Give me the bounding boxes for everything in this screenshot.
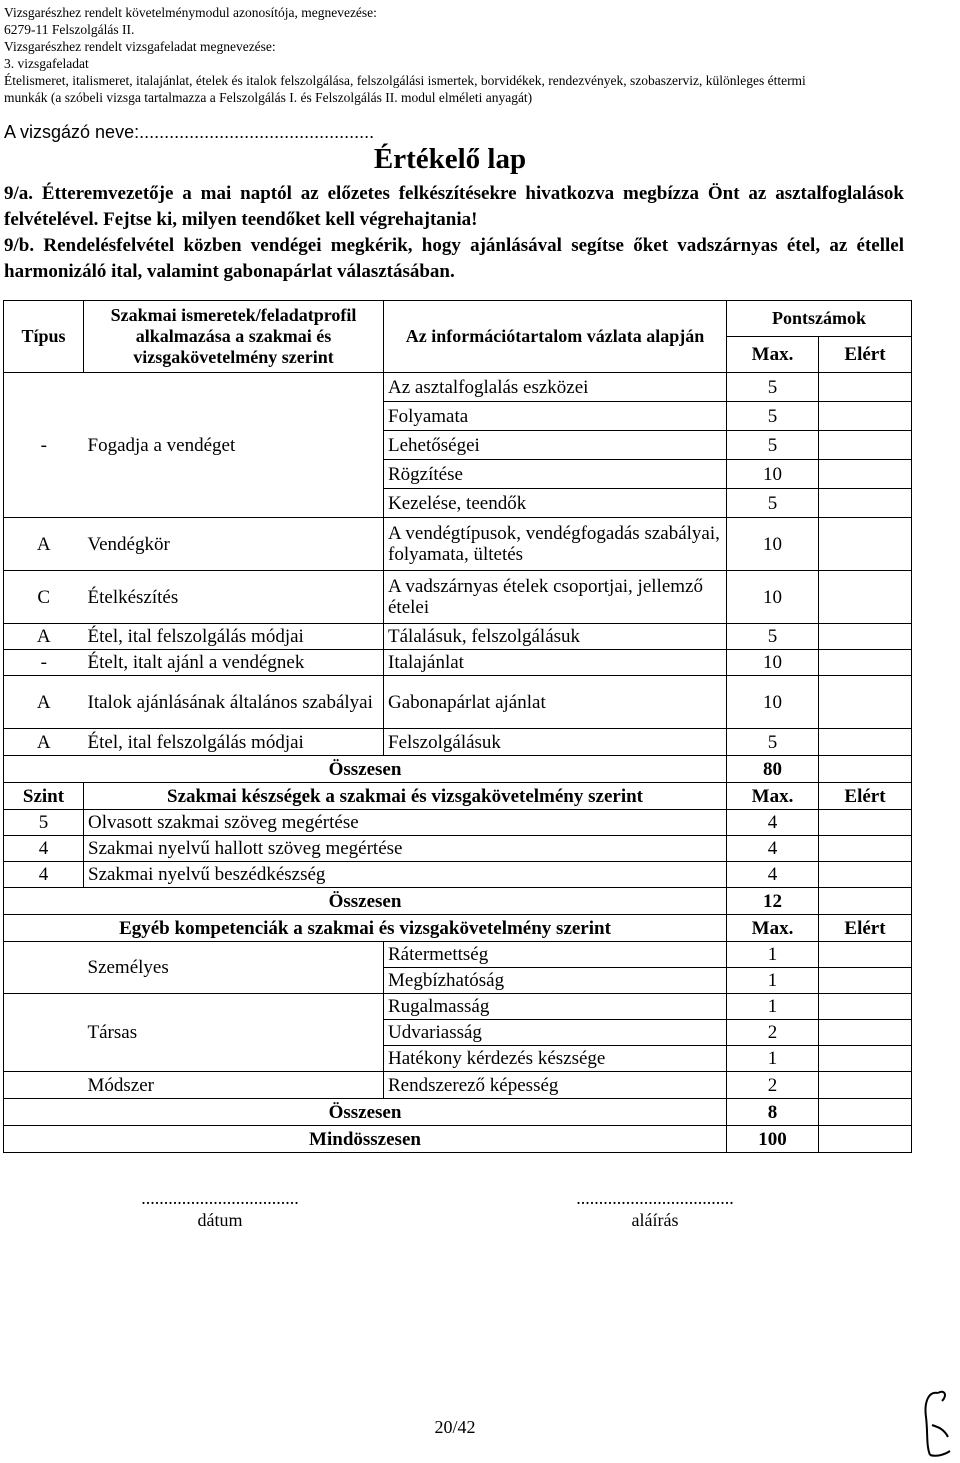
- competency-max: 1: [727, 1046, 819, 1072]
- max-cell: 5: [727, 624, 819, 650]
- subtotal-max: 80: [727, 756, 819, 783]
- info-cell: Gabonapárlat ajánlat: [384, 676, 727, 729]
- task-label: Vizsgarészhez rendelt vizsgafeladat megnevezése:: [4, 39, 276, 54]
- type-cell: A: [4, 729, 84, 756]
- task-number: 3. vizsgafeladat: [4, 56, 89, 71]
- subtotal-label: Összesen: [4, 888, 727, 915]
- type-cell: A: [4, 676, 84, 729]
- competency-achieved[interactable]: [819, 942, 912, 968]
- competency-item: Rátermettség: [384, 942, 727, 968]
- max-cell: 10: [727, 571, 819, 624]
- profile-cell: Étel, ital felszolgálás módjai: [84, 729, 384, 756]
- signature-line[interactable]: ...................................: [576, 1188, 734, 1208]
- candidate-name-field: A vizsgázó neve:...............................................: [4, 122, 375, 142]
- type-cell: -: [4, 650, 84, 676]
- max-cell: 5: [727, 431, 819, 460]
- competency-max: 1: [727, 994, 819, 1020]
- col-header-profile: Szakmai ismeretek/feladatprofil alkalmazása a szakmai és vizsgakövetelmény szerint: [84, 301, 384, 373]
- profile-cell: Fogadja a vendéget: [84, 373, 384, 518]
- info-cell: Kezelése, teendők: [384, 489, 727, 518]
- signature-label: aláírás: [631, 1210, 679, 1230]
- task-description-line1: Ételismeret, italismeret, italajánlat, ételek és italok felszolgálása, felszolgálási ismertek, borvidékek, rendezvények, szobaszerviz, különleges éttermi: [4, 73, 806, 88]
- max-cell: 10: [727, 650, 819, 676]
- competency-type-cell: [4, 942, 84, 994]
- info-cell: Az asztalfoglalás eszközei: [384, 373, 727, 402]
- competency-max: 1: [727, 942, 819, 968]
- competencies-header: Egyéb kompetenciák a szakmai és vizsgakövetelmény szerint: [4, 915, 727, 942]
- subtotal-label: Összesen: [4, 1099, 727, 1126]
- skill-max: 4: [727, 836, 819, 862]
- type-cell: A: [4, 518, 84, 571]
- col-header-max: Max.: [727, 337, 819, 373]
- skill-level: 4: [4, 862, 84, 888]
- info-cell: Italajánlat: [384, 650, 727, 676]
- subtotal-max: 12: [727, 888, 819, 915]
- skills-header: Szakmai készségek a szakmai és vizsgakövetelmény szerint: [84, 783, 727, 810]
- competencies-achieved-header: Elért: [819, 915, 912, 942]
- skill-level: 4: [4, 836, 84, 862]
- max-cell: 10: [727, 518, 819, 571]
- achieved-cell[interactable]: [819, 729, 912, 756]
- col-header-type: Típus: [4, 301, 84, 373]
- competency-max: 2: [727, 1020, 819, 1046]
- competency-achieved[interactable]: [819, 994, 912, 1020]
- competencies-max-header: Max.: [727, 915, 819, 942]
- module-code: 6279-11 Felszolgálás II.: [4, 22, 135, 37]
- competency-type-cell: [4, 994, 84, 1072]
- skill-achieved[interactable]: [819, 862, 912, 888]
- competency-group-social: Társas: [84, 994, 384, 1072]
- skills-level-header: Szint: [4, 783, 84, 810]
- skill-max: 4: [727, 810, 819, 836]
- max-cell: 5: [727, 402, 819, 431]
- max-cell: 5: [727, 729, 819, 756]
- skill-max: 4: [727, 862, 819, 888]
- subtotal-label: Összesen: [4, 756, 727, 783]
- competency-group-method: Módszer: [84, 1072, 384, 1099]
- competency-achieved[interactable]: [819, 1020, 912, 1046]
- page-title: Értékelő lap: [373, 143, 527, 175]
- competency-achieved[interactable]: [819, 1046, 912, 1072]
- competency-max: 2: [727, 1072, 819, 1099]
- skill-label: Szakmai nyelvű hallott szöveg megértése: [84, 836, 727, 862]
- competency-group-personal: Személyes: [84, 942, 384, 994]
- info-cell: Felszolgálásuk: [384, 729, 727, 756]
- info-cell: Folyamata: [384, 402, 727, 431]
- competency-item: Megbízhatóság: [384, 968, 727, 994]
- achieved-cell[interactable]: [819, 650, 912, 676]
- max-cell: 5: [727, 373, 819, 402]
- profile-cell: Italok ajánlásának általános szabályai: [84, 676, 384, 729]
- competency-max: 1: [727, 968, 819, 994]
- max-cell: 10: [727, 460, 819, 489]
- profile-cell: Ételkészítés: [84, 571, 384, 624]
- achieved-cell[interactable]: [819, 676, 912, 729]
- info-cell: Tálalásuk, felszolgálásuk: [384, 624, 727, 650]
- task-description-line2: munkák (a szóbeli vizsga tartalmazza a Felszolgálás I. és Felszolgálás II. modul elméleti anyagát): [4, 90, 533, 105]
- task-9a: 9/a. Étteremvezetője a mai naptól az előzetes felkészítésekre hivatkozva megbízza Önt az asztalfoglalások felvételével. Fejtse ki, milyen teendőket kell végrehajtania!: [4, 183, 904, 230]
- skills-achieved-header: Elért: [819, 783, 912, 810]
- date-label: dátum: [197, 1210, 243, 1230]
- competency-type-cell: [4, 1072, 84, 1099]
- skill-level: 5: [4, 810, 84, 836]
- competency-item: Rendszerező képesség: [384, 1072, 727, 1099]
- col-header-info: Az információtartalom vázlata alapján: [384, 301, 727, 373]
- grand-total-label: Mindösszesen: [4, 1126, 727, 1153]
- profile-cell: Étel, ital felszolgálás módjai: [84, 624, 384, 650]
- page-number: 20/42: [434, 1417, 476, 1437]
- max-cell: 10: [727, 676, 819, 729]
- col-header-achieved: Elért: [819, 337, 912, 373]
- grand-total-achieved[interactable]: [819, 1126, 912, 1153]
- type-cell: A: [4, 624, 84, 650]
- subtotal-achieved[interactable]: [819, 756, 912, 783]
- achieved-cell[interactable]: [819, 402, 912, 431]
- evaluation-table: [3, 300, 912, 1153]
- achieved-cell[interactable]: [819, 460, 912, 489]
- competency-item: Udvariasság: [384, 1020, 727, 1046]
- profile-cell: Vendégkör: [84, 518, 384, 571]
- achieved-cell[interactable]: [819, 624, 912, 650]
- skill-label: Olvasott szakmai szöveg megértése: [84, 810, 727, 836]
- competency-achieved[interactable]: [819, 968, 912, 994]
- competency-item: Hatékony kérdezés készsége: [384, 1046, 727, 1072]
- max-cell: 5: [727, 489, 819, 518]
- competency-achieved[interactable]: [819, 1072, 912, 1099]
- skills-max-header: Max.: [727, 783, 819, 810]
- date-line[interactable]: ...................................: [141, 1188, 299, 1208]
- skill-label: Szakmai nyelvű beszédkészség: [84, 862, 727, 888]
- col-header-points: Pontszámok: [727, 301, 912, 337]
- subtotal-max: 8: [727, 1099, 819, 1126]
- subtotal-achieved[interactable]: [819, 888, 912, 915]
- info-cell: A vadszárnyas ételek csoportjai, jellemző ételei: [384, 571, 727, 624]
- info-cell: Rögzítése: [384, 460, 727, 489]
- subtotal-achieved[interactable]: [819, 1099, 912, 1126]
- achieved-cell[interactable]: [819, 571, 912, 624]
- handwritten-mark-icon: [918, 1385, 956, 1460]
- profile-cell: Ételt, italt ajánl a vendégnek: [84, 650, 384, 676]
- achieved-cell[interactable]: [819, 489, 912, 518]
- info-cell: A vendégtípusok, vendégfogadás szabályai, folyamata, ültetés: [384, 518, 727, 571]
- skill-achieved[interactable]: [819, 810, 912, 836]
- skill-achieved[interactable]: [819, 836, 912, 862]
- achieved-cell[interactable]: [819, 518, 912, 571]
- achieved-cell[interactable]: [819, 431, 912, 460]
- competency-item: Rugalmasság: [384, 994, 727, 1020]
- task-9b: 9/b. Rendelésfelvétel közben vendégei megkérik, hogy ajánlásával segítse őket vadszárnyas étel, az étellel harmonizáló ital, valamint gabonapárlat választásában.: [4, 235, 904, 282]
- type-cell: C: [4, 571, 84, 624]
- grand-total-max: 100: [727, 1126, 819, 1153]
- info-cell: Lehetőségei: [384, 431, 727, 460]
- type-cell: -: [4, 373, 84, 518]
- module-label: Vizsgarészhez rendelt követelménymodul azonosítója, megnevezése:: [4, 5, 377, 20]
- achieved-cell[interactable]: [819, 373, 912, 402]
